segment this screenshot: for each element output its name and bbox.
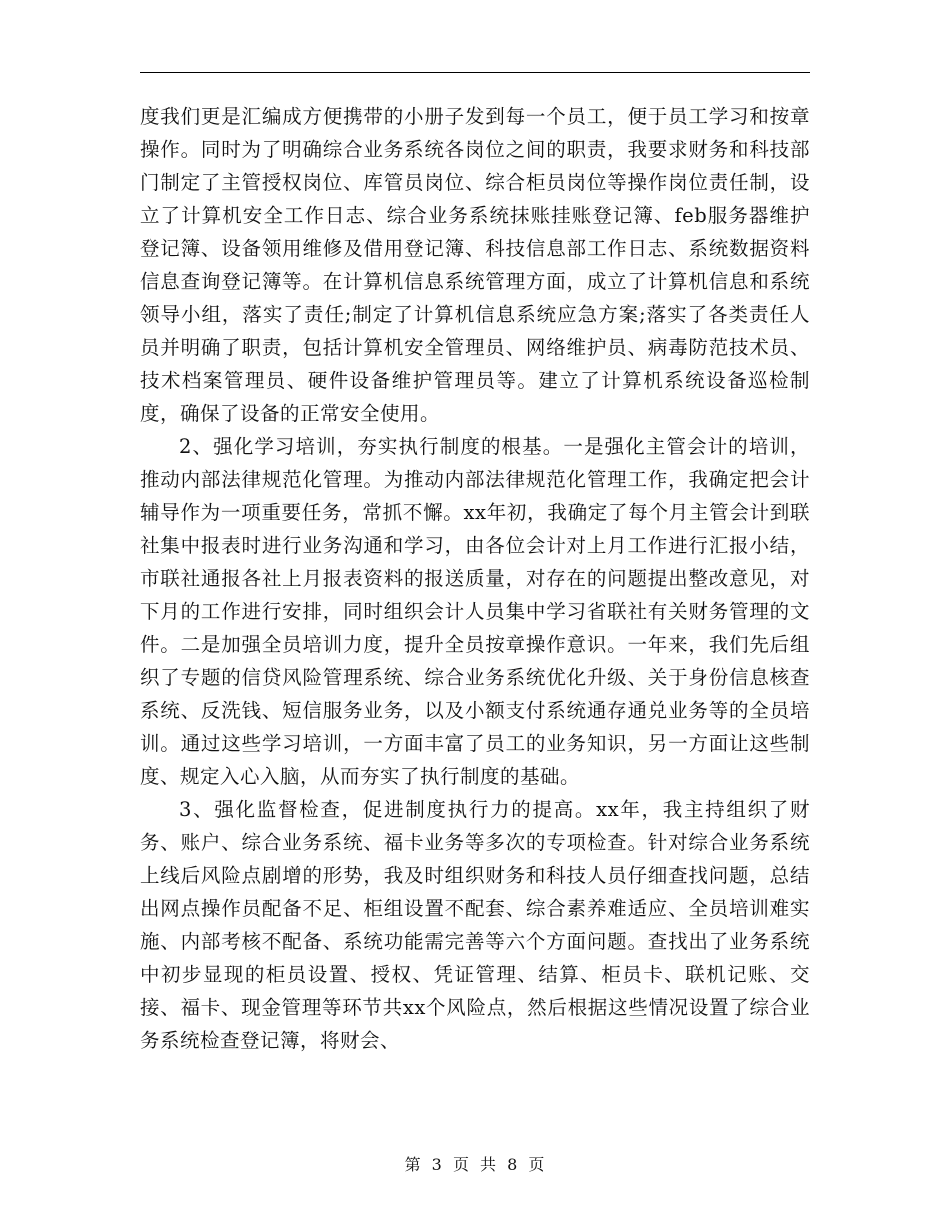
paragraph-1: 度我们更是汇编成方便携带的小册子发到每一个员工，便于员工学习和按章操作。同时为了明确综合业务系统各岗位之间的职责，我要求财务和科技部门制定了主管授权岗位、库管员岗位、综合柜员岗位等操作岗位责任制，设立了计算机安全工作日志、综合业务系统抹账挂账登记簿、feb服务器维护登记簿、设备领用维修及借用登记簿、科技信息部工作日志、系统数据资料信息查询登记簿等。在计算机信息系统管理方面，成立了计算机信息和系统领导小组，落实了责任;制定了计算机信息系统应急方案;落实了各类责任人员并明确了职责，包括计算机安全管理员、网络维护员、病毒防范技术员、技术档案管理员、硬件设备维护管理员等。建立了计算机系统设备巡检制度，确保了设备的正常安全使用。: [140, 105, 810, 425]
header-rule: [140, 72, 810, 73]
paragraph-3: 3、强化监督检查，促进制度执行力的提高。xx年，我主持组织了财务、账户、综合业务系统、福卡业务等多次的专项检查。针对综合业务系统上线后风险点剧增的形势，我及时组织财务和科技人员仔细查找问题，总结出网点操作员配备不足、柜组设置不配套、综合素养难适应、全员培训难实施、内部考核不配备、系统功能需完善等六个方面问题。查找出了业务系统中初步显现的柜员设置、授权、凭证管理、结算、柜员卡、联机记账、交接、福卡、现金管理等环节共xx个风险点，然后根据这些情况设置了综合业务系统检查登记簿，将财会、: [140, 798, 810, 1052]
body-text: [140, 100, 810, 1057]
paragraph-2: 2、强化学习培训，夯实执行制度的根基。一是强化主管会计的培训，推动内部法律规范化管理。为推动内部法律规范化管理工作，我确定把会计辅导作为一项重要任务，常抓不懈。xx年初，我确定了每个月主管会计到联社集中报表时进行业务沟通和学习，由各位会计对上月工作进行汇报小结，市联社通报各社上月报表资料的报送质量，对存在的问题提出整改意见，对下月的工作进行安排，同时组织会计人员集中学习省联社有关财务管理的文件。二是加强全员培训力度，提升全员按章操作意识。一年来，我们先后组织了专题的信贷风险管理系统、综合业务系统优化升级、关于身份信息核查系统、反洗钱、短信服务业务，以及小额支付系统通存通兑业务等的全员培训。通过这些学习培训，一方面丰富了员工的业务知识，另一方面让这些制度、规定入心入脑，从而夯实了执行制度的基础。: [140, 435, 810, 788]
page-number-footer: 第 3 页 共 8 页: [404, 1155, 546, 1174]
